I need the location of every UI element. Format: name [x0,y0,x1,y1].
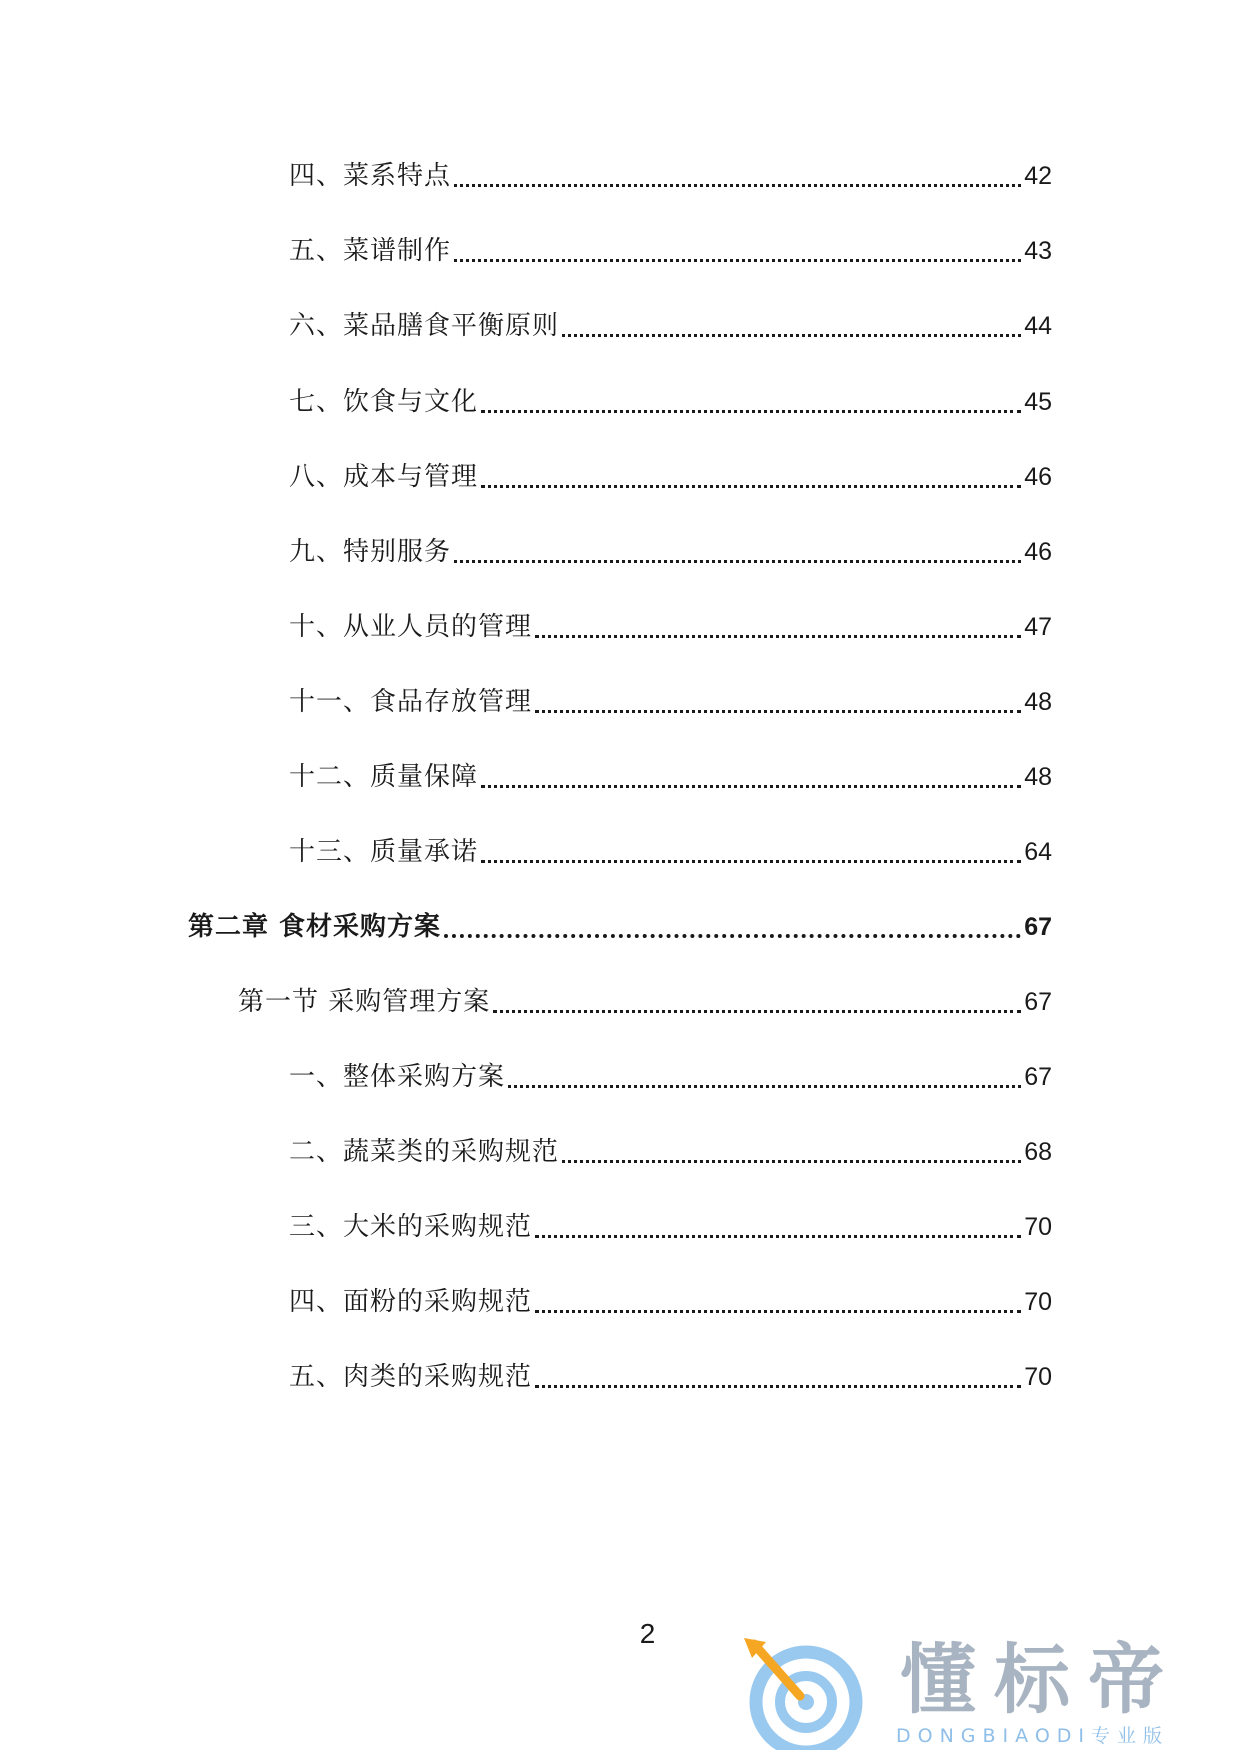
toc-dot-leader [535,1235,1021,1238]
toc-entry-page: 44 [1024,312,1052,340]
toc-entry[interactable] [289,1207,1052,1247]
toc-entry-title: 四、菜系特点 [289,161,452,191]
toc-entry[interactable] [289,1282,1052,1322]
toc-entry-title: 八、成本与管理 [289,462,479,492]
toc-entry-title: 四、面粉的采购规范 [289,1287,533,1317]
toc-entry-title: 七、饮食与文化 [289,387,479,417]
toc-entry-title: 二、蔬菜类的采购规范 [289,1137,560,1167]
toc-entry-page: 47 [1024,613,1052,641]
toc-entry-title: 五、菜谱制作 [289,236,452,266]
watermark-brand: 懂标帝 [900,1635,1182,1724]
toc-entry[interactable] [289,532,1052,572]
watermark-subtitle: DONGBIAODI专业版 [896,1725,1170,1747]
toc-entry-page: 67 [1024,1063,1052,1091]
toc-entry-title: 五、肉类的采购规范 [289,1362,533,1392]
toc-entry-page: 67 [1024,913,1052,941]
watermark [740,1636,1235,1750]
target-dart-icon [740,1636,870,1750]
toc-entry-title: 六、菜品膳食平衡原则 [289,311,560,341]
toc-dot-leader [508,1085,1021,1088]
toc-entry[interactable] [289,607,1052,647]
toc-entry[interactable] [289,832,1052,872]
toc-entry[interactable] [289,1357,1052,1397]
page-number: 2 [639,1618,656,1649]
toc-dot-leader [562,334,1021,337]
toc-entry-page: 46 [1024,538,1052,566]
toc-dot-leader [535,1310,1021,1313]
toc-entry-page: 46 [1024,463,1052,491]
toc-entry-page: 64 [1024,838,1052,866]
toc-dot-leader [454,259,1021,262]
toc-entry-title: 十一、食品存放管理 [289,687,533,717]
toc-section-entry[interactable] [238,982,1052,1022]
toc-entry[interactable] [289,682,1052,722]
toc-entry-title: 十三、质量承诺 [289,837,479,867]
toc-entry[interactable] [289,1132,1052,1172]
toc-entry-title: 三、大米的采购规范 [289,1212,533,1242]
toc-entry-page: 48 [1024,763,1052,791]
toc-entry-title: 一、整体采购方案 [289,1062,506,1092]
toc-entry-title: 第二章 食材采购方案 [188,912,442,942]
toc-entry[interactable] [289,382,1052,422]
toc-entry-page: 42 [1024,162,1052,190]
toc-dot-leader [535,1385,1021,1388]
toc-entry-page: 70 [1024,1213,1052,1241]
toc-dot-leader [493,1010,1021,1013]
toc-entry-page: 45 [1024,388,1052,416]
toc-entry[interactable] [289,1057,1052,1097]
toc-dot-leader [562,1160,1021,1163]
toc-entry[interactable] [289,231,1052,271]
toc-dot-leader [444,934,1021,938]
toc-entry-page: 70 [1024,1363,1052,1391]
toc-entry-page: 48 [1024,688,1052,716]
toc-dot-leader [481,485,1021,488]
toc-entry[interactable] [289,156,1052,196]
toc-entry[interactable] [289,306,1052,346]
toc-dot-leader [481,410,1021,413]
toc-dot-leader [535,710,1021,713]
toc-dot-leader [481,785,1021,788]
toc-entry-page: 70 [1024,1288,1052,1316]
toc-entry-title: 九、特别服务 [289,537,452,567]
toc-entry-page: 68 [1024,1138,1052,1166]
toc-dot-leader [454,184,1021,187]
toc-entry-title: 第一节 采购管理方案 [238,987,491,1017]
toc-dot-leader [454,560,1021,563]
toc-entry-title: 十、从业人员的管理 [289,612,533,642]
toc-chapter-entry[interactable] [188,907,1052,947]
toc-entry-page: 67 [1024,988,1052,1016]
toc-entry[interactable] [289,457,1052,497]
toc-entry[interactable] [289,757,1052,797]
toc-entry-page: 43 [1024,237,1052,265]
toc-dot-leader [535,635,1021,638]
toc-dot-leader [481,860,1021,863]
toc-entry-title: 十二、质量保障 [289,762,479,792]
